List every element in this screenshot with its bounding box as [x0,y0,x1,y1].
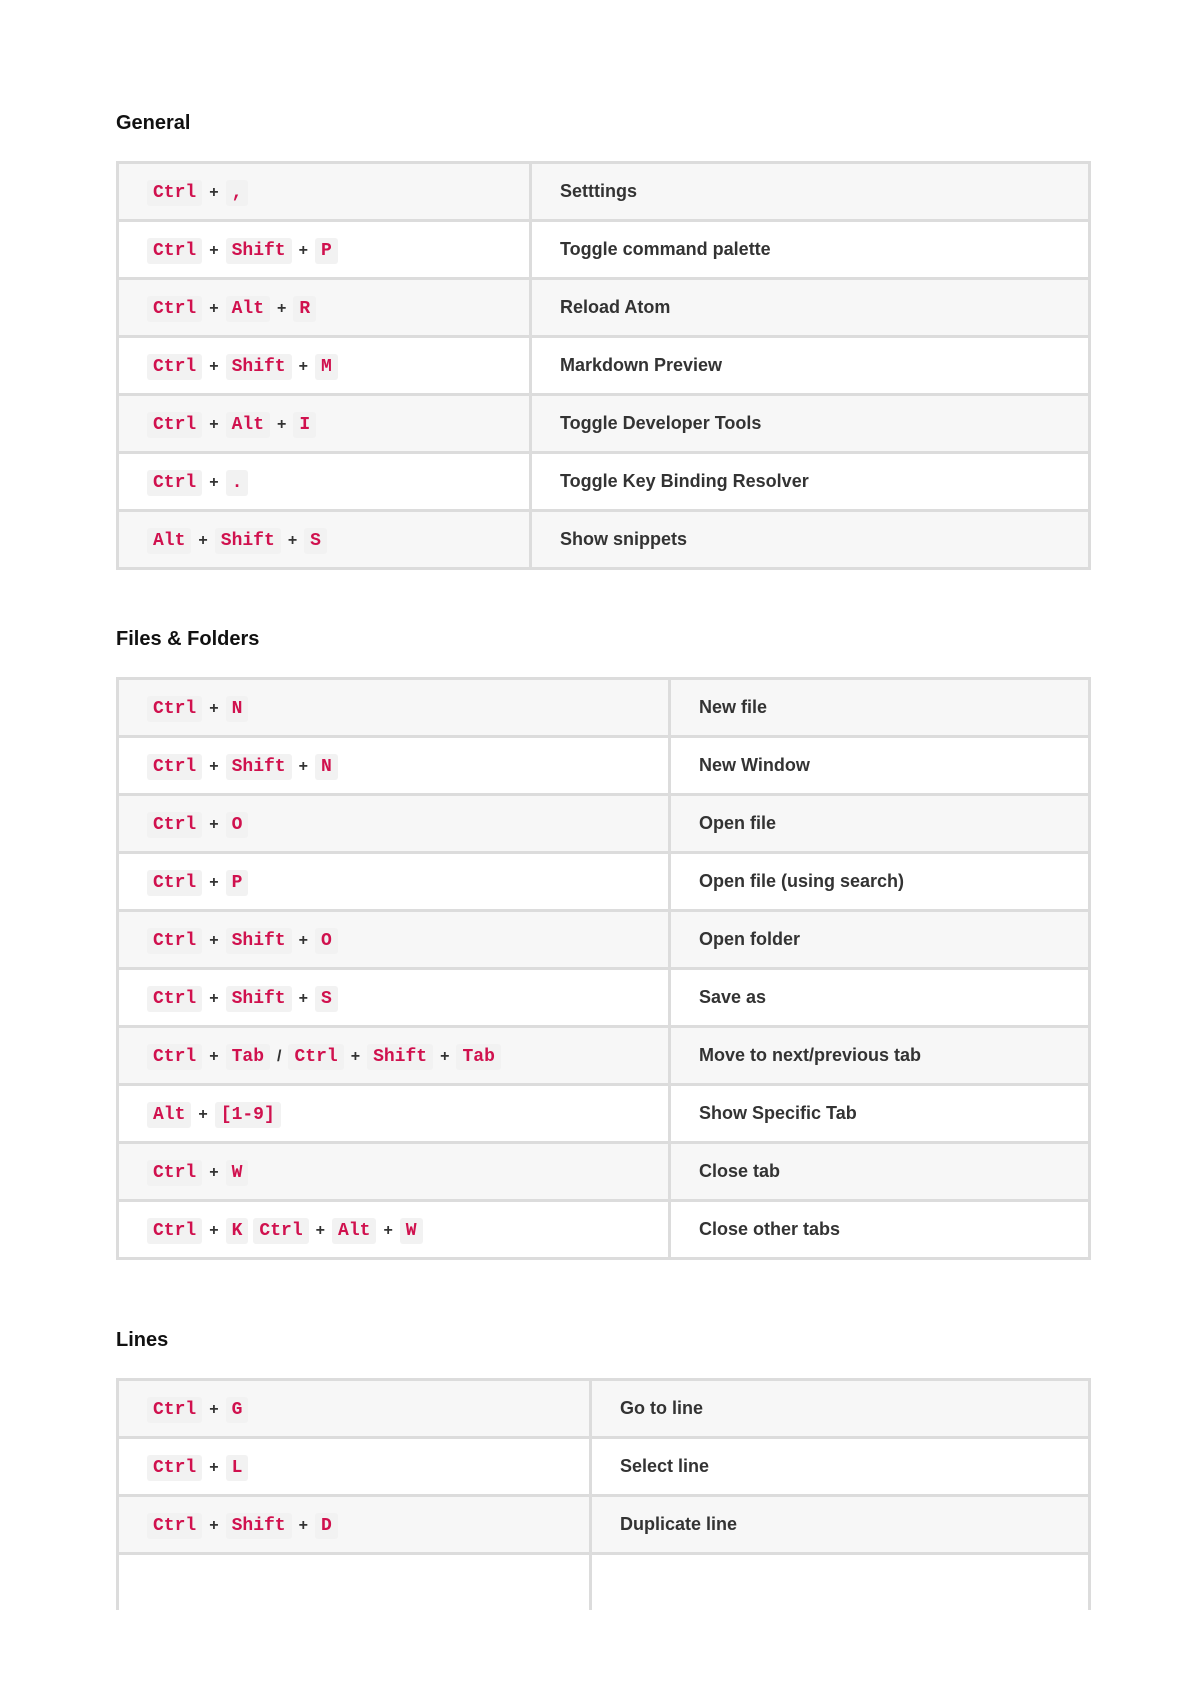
key-separator: + [209,183,219,201]
shortcut-keys-cell [118,853,670,911]
key-badge: Tab [456,1044,500,1070]
key-badge: Shift [226,986,292,1012]
key-badge: O [315,928,338,954]
shortcut-row [118,1438,1090,1496]
key-badge: D [315,1513,338,1539]
shortcut-row [118,453,1090,511]
key-badge: L [226,1455,249,1481]
key-separator: + [209,1458,219,1476]
shortcut-keys-cell [118,1438,591,1496]
shortcut-description: Select line [591,1438,1090,1496]
shortcut-description: Toggle command palette [531,221,1090,279]
shortcut-keys-cell [118,511,531,569]
key-separator: + [298,1516,308,1534]
shortcut-keys-cell [118,1085,670,1143]
key-badge: I [293,412,316,438]
key-separator: + [209,873,219,891]
shortcut-row [118,279,1090,337]
key-badge: Ctrl [147,296,202,322]
key-badge: Ctrl [147,928,202,954]
key-badge: Alt [226,296,270,322]
truncated-row [118,1554,1090,1611]
shortcut-description: Open file [670,795,1090,853]
key-separator: + [277,415,287,433]
shortcut-row [118,737,1090,795]
key-badge: Ctrl [147,1160,202,1186]
shortcut-row [118,1143,1090,1201]
shortcut-keys-cell [118,911,670,969]
key-separator: + [287,531,298,549]
key-separator: + [209,1163,219,1181]
shortcut-keys-cell [118,679,670,737]
shortcut-keys-cell [118,395,531,453]
shortcut-keys-cell [118,737,670,795]
shortcut-row [118,511,1090,569]
shortcut-row [118,969,1090,1027]
shortcut-keys-cell [118,1496,591,1554]
key-badge: Shift [367,1044,433,1070]
empty-cell [118,1554,591,1611]
shortcut-row [118,395,1090,453]
key-separator: + [209,241,219,259]
key-separator: + [209,757,219,775]
shortcut-description: Show Specific Tab [670,1085,1090,1143]
shortcut-description: New Window [670,737,1090,795]
shortcut-row [118,679,1090,737]
shortcut-description: Close other tabs [670,1201,1090,1259]
key-badge: Ctrl [147,470,202,496]
shortcut-description: Open file (using search) [670,853,1090,911]
shortcut-row [118,221,1090,279]
key-badge: G [226,1397,249,1423]
key-separator: + [298,989,308,1007]
key-badge: Shift [226,238,292,264]
key-badge: Ctrl [147,238,202,264]
empty-cell [591,1554,1090,1611]
key-badge: Shift [226,928,292,954]
shortcut-keys-cell [118,221,531,279]
key-separator: + [298,357,308,375]
shortcut-keys-cell [118,1143,670,1201]
shortcut-keys-cell [118,1027,670,1085]
key-separator: + [383,1221,393,1239]
key-badge: P [315,238,338,264]
shortcut-table-files-folders [116,677,1091,1260]
shortcut-row [118,1380,1090,1438]
key-badge: W [400,1218,423,1244]
key-badge: P [226,870,249,896]
shortcut-keys-cell [118,1201,670,1259]
shortcut-description: Setttings [531,163,1090,221]
key-separator: + [198,1105,208,1123]
shortcut-description: Duplicate line [591,1496,1090,1554]
shortcut-table-lines [116,1378,1091,1610]
key-badge: Alt [147,528,191,554]
key-separator: + [209,989,219,1007]
key-separator: + [315,1221,325,1239]
shortcut-row [118,1085,1090,1143]
key-badge: Ctrl [147,812,202,838]
key-badge: . [226,470,249,496]
shortcut-row [118,337,1090,395]
key-badge: Shift [215,528,281,554]
key-separator: + [209,1221,219,1239]
shortcut-description: Markdown Preview [531,337,1090,395]
shortcut-keys-cell [118,795,670,853]
key-badge: M [315,354,338,380]
key-separator: + [209,815,219,833]
key-separator: + [209,931,219,949]
shortcut-row [118,1027,1090,1085]
key-badge: Ctrl [147,696,202,722]
key-badge: R [293,296,316,322]
key-separator: / [277,1047,282,1065]
shortcut-description: Move to next/previous tab [670,1027,1090,1085]
section-title-general: General [116,112,191,134]
key-badge: N [315,754,338,780]
shortcut-description: Save as [670,969,1090,1027]
key-badge: Alt [226,412,270,438]
key-badge: Ctrl [147,1513,202,1539]
key-badge: Ctrl [147,1397,202,1423]
shortcut-keys-cell [118,337,531,395]
key-separator: + [209,1047,219,1065]
key-separator: + [209,1400,219,1418]
key-badge: Ctrl [147,412,202,438]
key-badge: Ctrl [147,354,202,380]
key-badge: Ctrl [147,180,202,206]
shortcut-description: Close tab [670,1143,1090,1201]
key-separator: + [350,1047,361,1065]
shortcut-description: Toggle Developer Tools [531,395,1090,453]
key-badge: S [315,986,338,1012]
shortcut-row [118,1201,1090,1259]
key-badge: Ctrl [147,870,202,896]
key-separator: + [209,357,219,375]
shortcut-description: Show snippets [531,511,1090,569]
shortcut-keys-cell [118,163,531,221]
shortcut-description: New file [670,679,1090,737]
key-separator: + [209,699,219,717]
key-badge: Shift [226,354,292,380]
section-title-lines: Lines [116,1329,169,1351]
shortcut-description: Reload Atom [531,279,1090,337]
key-badge: , [226,180,249,206]
key-separator: + [209,299,219,317]
key-badge: Ctrl [147,1218,202,1244]
key-separator: + [298,757,308,775]
shortcut-description: Open folder [670,911,1090,969]
key-badge: N [226,696,249,722]
shortcut-row [118,911,1090,969]
key-badge: Ctrl [288,1044,343,1070]
shortcut-row [118,1496,1090,1554]
key-badge: Ctrl [147,754,202,780]
key-badge: Shift [226,1513,292,1539]
key-badge: K [226,1218,249,1244]
key-badge: Ctrl [253,1218,308,1244]
key-badge: [1-9] [215,1102,281,1128]
key-badge: Alt [332,1218,376,1244]
key-badge: Ctrl [147,986,202,1012]
shortcut-row [118,853,1090,911]
shortcut-table-general [116,161,1091,570]
shortcut-keys-cell [118,1380,591,1438]
key-separator: + [209,1516,219,1534]
key-badge: W [226,1160,249,1186]
key-badge: Alt [147,1102,191,1128]
key-badge: Ctrl [147,1044,202,1070]
key-badge: S [304,528,327,554]
shortcut-row [118,163,1090,221]
key-badge: O [226,812,249,838]
shortcut-keys-cell [118,453,531,511]
key-badge: Shift [226,754,292,780]
key-badge: Tab [226,1044,270,1070]
key-separator: + [198,531,208,549]
shortcut-keys-cell [118,279,531,337]
section-title-files-folders: Files & Folders [116,628,260,650]
key-badge: Ctrl [147,1455,202,1481]
key-separator: + [209,415,219,433]
key-separator: + [277,299,287,317]
shortcut-keys-cell [118,969,670,1027]
key-separator: + [298,931,308,949]
shortcut-row [118,795,1090,853]
key-separator: + [298,241,308,259]
shortcut-description: Go to line [591,1380,1090,1438]
key-separator: + [209,473,219,491]
key-separator: + [440,1047,450,1065]
shortcut-description: Toggle Key Binding Resolver [531,453,1090,511]
